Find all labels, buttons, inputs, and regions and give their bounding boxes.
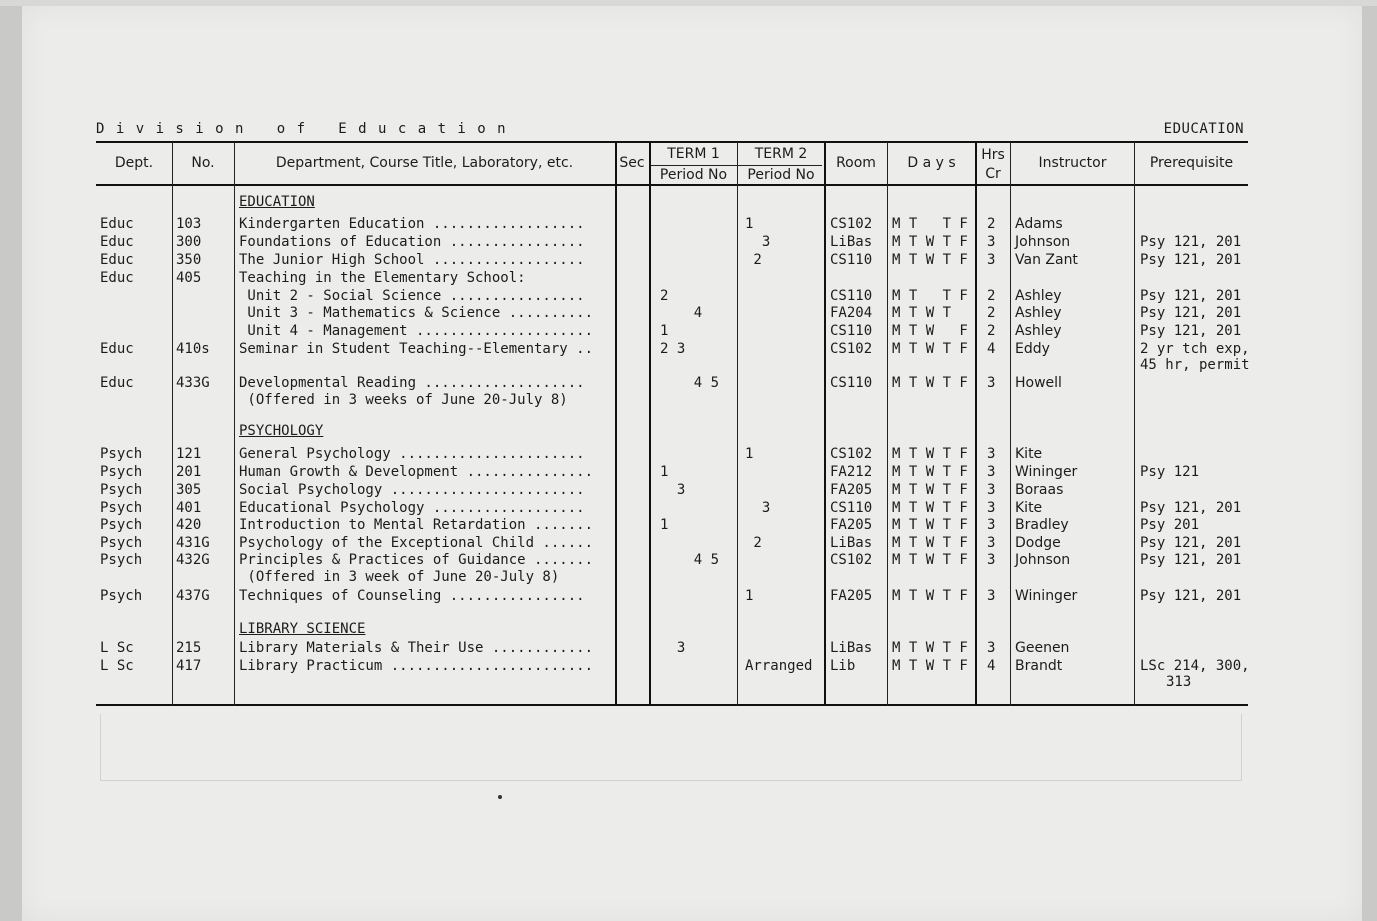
col-prerequisite: Prerequisite <box>1149 155 1234 171</box>
course-number: 401 <box>176 500 202 516</box>
days-cell: M T W T F <box>892 552 968 568</box>
col-room: Room <box>836 155 876 171</box>
hours-credit: 3 <box>987 535 996 551</box>
prerequisite: LSc 214, 300, <box>1140 658 1250 674</box>
hours-credit: 4 <box>987 341 996 357</box>
section-psychology: PSYCHOLOGY <box>239 423 324 439</box>
prerequisite: 2 yr tch exp, <box>1140 341 1250 357</box>
hours-credit: 4 <box>987 658 996 674</box>
room-cell: CS110 <box>830 375 873 391</box>
hours-credit: 3 <box>987 552 996 568</box>
instructor-name: Kite <box>1015 500 1043 516</box>
course-title: Social Psychology ....................... <box>239 482 585 498</box>
prerequisite: 313 <box>1166 674 1192 690</box>
col-hrs: Hrs <box>981 147 1005 163</box>
term2-period: 2 <box>745 252 762 268</box>
term1-period: 4 5 <box>660 375 720 391</box>
course-number: 437G <box>176 588 210 604</box>
hours-credit: 2 <box>987 305 996 321</box>
course-title: (Offered in 3 week of June 20-July 8) <box>239 569 560 585</box>
course-title: General Psychology ...................... <box>239 446 585 462</box>
dept-cell: Psych <box>100 446 143 462</box>
prerequisite: Psy 121, 201 <box>1140 552 1242 568</box>
room-cell: CS110 <box>830 288 873 304</box>
course-title: Foundations of Education ................ <box>239 234 585 250</box>
prerequisite: Psy 121, 201 <box>1140 500 1242 516</box>
dept-cell: L Sc <box>100 640 134 656</box>
dept-cell: Psych <box>100 482 143 498</box>
page-header <box>96 121 1248 141</box>
course-title: Human Growth & Development ............... <box>239 464 594 480</box>
room-cell: CS102 <box>830 216 873 232</box>
instructor-name: Ashley <box>1015 305 1062 321</box>
col-divider <box>1010 142 1011 706</box>
instructor-name: Howell <box>1015 375 1062 391</box>
dept-cell: Educ <box>100 216 134 232</box>
col-no: No. <box>191 155 215 171</box>
days-cell: M T W F <box>892 323 968 339</box>
course-title: Unit 3 - Mathematics & Science .......... <box>239 305 594 321</box>
room-cell: LiBas <box>830 234 873 250</box>
instructor-name: Van Zant <box>1015 252 1078 268</box>
col-cr: Cr <box>985 166 1001 182</box>
course-number: 433G <box>176 375 210 391</box>
section-library-science: LIBRARY SCIENCE <box>239 621 366 637</box>
days-cell: M T W T F <box>892 517 968 533</box>
course-number: 300 <box>176 234 202 250</box>
dept-cell: Educ <box>100 375 134 391</box>
term1-period: 3 <box>660 482 686 498</box>
course-title: Seminar in Student Teaching--Elementary .. <box>239 341 594 357</box>
instructor-name: Kite <box>1015 446 1043 462</box>
room-cell: FA205 <box>830 482 873 498</box>
course-title: (Offered in 3 weeks of June 20-July 8) <box>239 392 568 408</box>
dept-cell: Educ <box>100 341 134 357</box>
hours-credit: 3 <box>987 640 996 656</box>
days-cell: M T W T F <box>892 464 968 480</box>
days-cell: M T T F <box>892 216 968 232</box>
hours-credit: 3 <box>987 252 996 268</box>
prerequisite: 45 hr, permit <box>1140 357 1250 373</box>
hours-credit: 2 <box>987 288 996 304</box>
days-cell: M T W T F <box>892 588 968 604</box>
term1-period: 1 <box>660 517 669 533</box>
prerequisite: Psy 121, 201 <box>1140 588 1242 604</box>
instructor-name: Bradley <box>1015 517 1069 533</box>
course-title: The Junior High School .................. <box>239 252 585 268</box>
term2-period: 1 <box>745 216 754 232</box>
room-cell: CS110 <box>830 323 873 339</box>
hours-credit: 3 <box>987 375 996 391</box>
department-label: EDUCATION <box>1163 121 1244 137</box>
col-divider <box>1134 142 1135 706</box>
room-cell: LiBas <box>830 640 873 656</box>
room-cell: CS110 <box>830 252 873 268</box>
term2-period: 2 <box>745 535 762 551</box>
term1-period: 2 3 <box>660 341 686 357</box>
prerequisite: Psy 121, 201 <box>1140 535 1242 551</box>
room-cell: CS102 <box>830 341 873 357</box>
col-divider <box>975 142 977 706</box>
instructor-name: Geenen <box>1015 640 1070 656</box>
prerequisite: Psy 121, 201 <box>1140 323 1242 339</box>
dept-cell: Psych <box>100 464 143 480</box>
days-cell: M T W T F <box>892 234 968 250</box>
course-number: 201 <box>176 464 202 480</box>
col-divider <box>172 142 173 706</box>
dept-cell: Psych <box>100 588 143 604</box>
hours-credit: 3 <box>987 588 996 604</box>
term2-period: 3 <box>745 234 771 250</box>
course-number: 305 <box>176 482 202 498</box>
col-divider <box>887 142 888 706</box>
instructor-name: Ashley <box>1015 288 1062 304</box>
col-term2: TERM 2 <box>754 146 808 162</box>
course-number: 420 <box>176 517 202 533</box>
days-cell: M T W T F <box>892 535 968 551</box>
col-term2-period: Period No <box>747 167 815 183</box>
days-cell: M T W T F <box>892 500 968 516</box>
instructor-name: Johnson <box>1015 234 1071 250</box>
course-number: 350 <box>176 252 202 268</box>
course-title: Library Practicum ........................ <box>239 658 594 674</box>
instructor-name: Wininger <box>1015 588 1078 604</box>
col-divider <box>649 142 651 706</box>
hours-credit: 3 <box>987 464 996 480</box>
prerequisite: Psy 121, 201 <box>1140 252 1242 268</box>
hours-credit: 3 <box>987 446 996 462</box>
header-bottom-rule <box>96 184 1248 186</box>
course-title: Introduction to Mental Retardation ....... <box>239 517 594 533</box>
room-cell: FA205 <box>830 517 873 533</box>
room-cell: LiBas <box>830 535 873 551</box>
days-cell: M T W T F <box>892 658 968 674</box>
prerequisite: Psy 121 <box>1140 464 1200 480</box>
dept-cell: Educ <box>100 270 134 286</box>
col-days: D a y s <box>907 155 956 171</box>
course-number: 410s <box>176 341 210 357</box>
dept-cell: Psych <box>100 517 143 533</box>
hours-credit: 3 <box>987 500 996 516</box>
days-cell: M T W T F <box>892 482 968 498</box>
term1-period: 4 5 <box>660 552 720 568</box>
term-subheader-rule <box>650 165 822 166</box>
table-top-rule <box>96 141 1248 143</box>
ink-speck <box>498 795 502 799</box>
dept-cell: L Sc <box>100 658 134 674</box>
course-number: 432G <box>176 552 210 568</box>
term1-period: 4 <box>660 305 703 321</box>
hours-credit: 2 <box>987 216 996 232</box>
room-cell: CS110 <box>830 500 873 516</box>
course-number: 121 <box>176 446 202 462</box>
term2-period: Arranged <box>745 658 813 674</box>
col-divider <box>737 142 738 706</box>
col-term1: TERM 1 <box>667 146 720 162</box>
term1-period: 1 <box>660 464 669 480</box>
term1-period: 1 <box>660 323 669 339</box>
course-number: 431G <box>176 535 210 551</box>
course-number: 215 <box>176 640 202 656</box>
col-dept: Dept. <box>114 155 154 171</box>
dept-cell: Psych <box>100 535 143 551</box>
room-cell: Lib <box>830 658 856 674</box>
days-cell: M T W T F <box>892 446 968 462</box>
term2-period: 1 <box>745 446 754 462</box>
course-title: Principles & Practices of Guidance ....... <box>239 552 594 568</box>
col-divider <box>234 142 235 706</box>
course-number: 417 <box>176 658 202 674</box>
hours-credit: 3 <box>987 234 996 250</box>
course-number: 103 <box>176 216 202 232</box>
days-cell: M T W T F <box>892 341 968 357</box>
course-title: Developmental Reading ................... <box>239 375 585 391</box>
term1-period: 3 <box>660 640 686 656</box>
prerequisite: Psy 121, 201 <box>1140 234 1242 250</box>
course-title: Psychology of the Exceptional Child ...... <box>239 535 594 551</box>
instructor-name: Boraas <box>1015 482 1064 498</box>
instructor-name: Ashley <box>1015 323 1062 339</box>
col-instructor: Instructor <box>1038 155 1107 171</box>
prerequisite: Psy 201 <box>1140 517 1200 533</box>
term1-period: 2 <box>660 288 669 304</box>
course-title: Unit 4 - Management ..................... <box>239 323 594 339</box>
days-cell: M T W T <box>892 305 952 321</box>
dept-cell: Psych <box>100 552 143 568</box>
instructor-name: Eddy <box>1015 341 1050 357</box>
dept-cell: Educ <box>100 252 134 268</box>
col-sec: Sec <box>619 155 645 171</box>
col-term1-period: Period No <box>659 167 728 183</box>
course-title: Educational Psychology .................. <box>239 500 585 516</box>
course-title: Techniques of Counseling ................ <box>239 588 585 604</box>
instructor-name: Wininger <box>1015 464 1078 480</box>
prerequisite: Psy 121, 201 <box>1140 305 1242 321</box>
dept-cell: Educ <box>100 234 134 250</box>
division-title: D i v i s i o n o f E d u c a t i o n <box>96 121 507 137</box>
course-title: Kindergarten Education .................. <box>239 216 585 232</box>
instructor-name: Johnson <box>1015 552 1071 568</box>
term2-period: 1 <box>745 588 754 604</box>
course-title: Unit 2 - Social Science ................ <box>239 288 585 304</box>
room-cell: CS102 <box>830 552 873 568</box>
prerequisite: Psy 121, 201 <box>1140 288 1242 304</box>
room-cell: FA205 <box>830 588 873 604</box>
instructor-name: Adams <box>1015 216 1063 232</box>
room-cell: FA212 <box>830 464 873 480</box>
dept-cell: Psych <box>100 500 143 516</box>
section-education: EDUCATION <box>239 194 315 210</box>
course-number: 405 <box>176 270 202 286</box>
days-cell: M T W T F <box>892 375 968 391</box>
blank-footer-box <box>100 714 1242 781</box>
term2-period: 3 <box>745 500 771 516</box>
days-cell: M T W T F <box>892 640 968 656</box>
course-title: Library Materials & Their Use ............ <box>239 640 594 656</box>
hours-credit: 2 <box>987 323 996 339</box>
days-cell: M T W T F <box>892 252 968 268</box>
room-cell: CS102 <box>830 446 873 462</box>
instructor-name: Brandt <box>1015 658 1063 674</box>
col-title: Department, Course Title, Laboratory, etc. <box>275 155 574 171</box>
table-bottom-rule <box>96 704 1248 706</box>
col-divider <box>615 142 617 706</box>
room-cell: FA204 <box>830 305 873 321</box>
instructor-name: Dodge <box>1015 535 1061 551</box>
course-title: Teaching in the Elementary School: <box>239 270 526 286</box>
hours-credit: 3 <box>987 482 996 498</box>
days-cell: M T T F <box>892 288 968 304</box>
col-divider <box>824 142 826 706</box>
hours-credit: 3 <box>987 517 996 533</box>
